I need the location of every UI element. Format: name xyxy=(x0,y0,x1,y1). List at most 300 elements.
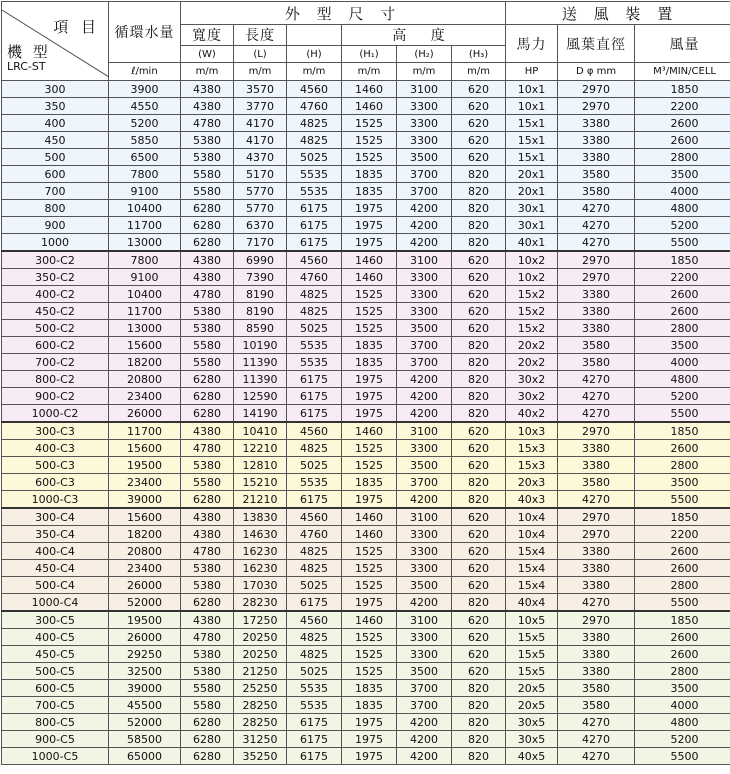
cell-horsepower: 10x2 xyxy=(506,269,558,286)
cell-height-h2: 3300 xyxy=(397,526,452,543)
cell-air-volume: 2200 xyxy=(635,269,730,286)
cell-air-volume: 4000 xyxy=(635,697,730,714)
cell-width: 5380 xyxy=(181,320,234,337)
cell-height-h2: 3100 xyxy=(397,611,452,629)
cell-blade-diameter: 3580 xyxy=(558,680,635,697)
cell-air-volume: 4800 xyxy=(635,371,730,388)
header-corner-cell xyxy=(2,2,109,81)
cell-horsepower: 15x1 xyxy=(506,132,558,149)
dimensions-header: 外 型 尺 寸 xyxy=(181,2,506,25)
cell-length: 5770 xyxy=(234,183,287,200)
cell-air-volume: 5200 xyxy=(635,731,730,748)
cell-width: 6280 xyxy=(181,200,234,217)
cell-length: 16230 xyxy=(234,543,287,560)
cell-height-h: 5535 xyxy=(287,183,342,200)
cell-height-h3: 620 xyxy=(452,149,506,166)
cell-height-h2: 3700 xyxy=(397,697,452,714)
cell-model: 1000-C5 xyxy=(2,748,109,765)
cell-model: 800-C5 xyxy=(2,714,109,731)
table-row xyxy=(2,474,730,491)
cell-air-volume: 1850 xyxy=(635,422,730,440)
cell-air-volume: 2200 xyxy=(635,526,730,543)
table-row xyxy=(2,371,730,388)
cell-height-h2: 4200 xyxy=(397,731,452,748)
cell-height-h: 6175 xyxy=(287,731,342,748)
cell-width: 5380 xyxy=(181,577,234,594)
cell-length: 21250 xyxy=(234,663,287,680)
cell-height-h: 6175 xyxy=(287,234,342,252)
cell-height-h3: 620 xyxy=(452,577,506,594)
cell-model: 1000-C3 xyxy=(2,491,109,509)
cell-width: 5580 xyxy=(181,474,234,491)
cell-model: 450-C2 xyxy=(2,303,109,320)
cell-width: 4780 xyxy=(181,543,234,560)
cell-blade-diameter: 3580 xyxy=(558,337,635,354)
cell-blade-diameter: 3380 xyxy=(558,629,635,646)
table-row xyxy=(2,697,730,714)
cell-water-flow: 15600 xyxy=(109,508,181,526)
cell-height-h1: 1525 xyxy=(342,303,397,320)
cell-water-flow: 65000 xyxy=(109,748,181,765)
cell-blade-diameter: 3380 xyxy=(558,303,635,320)
cell-height-h2: 3100 xyxy=(397,422,452,440)
cell-horsepower: 30x2 xyxy=(506,371,558,388)
hp-header: 馬力 xyxy=(506,25,558,63)
cell-height-h: 4825 xyxy=(287,629,342,646)
cell-model: 400 xyxy=(2,115,109,132)
cell-height-h3: 820 xyxy=(452,405,506,423)
table-row xyxy=(2,303,730,320)
cell-model: 700-C5 xyxy=(2,697,109,714)
cell-air-volume: 3500 xyxy=(635,680,730,697)
cell-water-flow: 5200 xyxy=(109,115,181,132)
cell-height-h3: 820 xyxy=(452,234,506,252)
cell-blade-diameter: 4270 xyxy=(558,714,635,731)
cell-width: 5580 xyxy=(181,183,234,200)
table-row xyxy=(2,166,730,183)
cell-height-h: 5535 xyxy=(287,166,342,183)
table-row xyxy=(2,560,730,577)
cell-height-h3: 620 xyxy=(452,81,506,98)
cell-height-h2: 4200 xyxy=(397,748,452,765)
cell-height-h: 6175 xyxy=(287,748,342,765)
cell-height-h3: 820 xyxy=(452,200,506,217)
cell-height-h: 5025 xyxy=(287,457,342,474)
cell-length: 3770 xyxy=(234,98,287,115)
cell-model: 300-C4 xyxy=(2,508,109,526)
cell-model: 500-C5 xyxy=(2,663,109,680)
cell-height-h2: 3700 xyxy=(397,354,452,371)
cell-blade-diameter: 3380 xyxy=(558,646,635,663)
cell-water-flow: 19500 xyxy=(109,457,181,474)
cell-height-h2: 3300 xyxy=(397,440,452,457)
cell-height-h: 4760 xyxy=(287,269,342,286)
cell-height-h3: 620 xyxy=(452,303,506,320)
cell-height-h3: 820 xyxy=(452,388,506,405)
cell-horsepower: 20x5 xyxy=(506,680,558,697)
table-row xyxy=(2,457,730,474)
cell-width: 4780 xyxy=(181,440,234,457)
cell-height-h3: 820 xyxy=(452,680,506,697)
cell-model: 300-C2 xyxy=(2,251,109,269)
cell-height-h3: 620 xyxy=(452,611,506,629)
table-row xyxy=(2,234,730,252)
cell-height-h2: 3500 xyxy=(397,577,452,594)
cell-water-flow: 39000 xyxy=(109,680,181,697)
cell-height-h1: 1525 xyxy=(342,320,397,337)
unit-width: m/m xyxy=(181,63,234,81)
cell-height-h1: 1975 xyxy=(342,491,397,509)
cell-blade-diameter: 3380 xyxy=(558,149,635,166)
cell-horsepower: 15x1 xyxy=(506,149,558,166)
table-row xyxy=(2,98,730,115)
table-row xyxy=(2,149,730,166)
cell-length: 17250 xyxy=(234,611,287,629)
cell-blade-diameter: 4270 xyxy=(558,200,635,217)
cell-horsepower: 20x1 xyxy=(506,166,558,183)
cell-blade-diameter: 4270 xyxy=(558,371,635,388)
table-row xyxy=(2,646,730,663)
cell-length: 7170 xyxy=(234,234,287,252)
cell-air-volume: 5200 xyxy=(635,217,730,234)
cell-height-h: 4560 xyxy=(287,611,342,629)
table-row xyxy=(2,748,730,765)
cell-air-volume: 4800 xyxy=(635,200,730,217)
cell-width: 4380 xyxy=(181,98,234,115)
cell-air-volume: 2800 xyxy=(635,663,730,680)
cell-blade-diameter: 3580 xyxy=(558,183,635,200)
cell-length: 6370 xyxy=(234,217,287,234)
cell-height-h3: 620 xyxy=(452,526,506,543)
cell-length: 14630 xyxy=(234,526,287,543)
cell-blade-diameter: 4270 xyxy=(558,388,635,405)
cell-model: 400-C4 xyxy=(2,543,109,560)
table-row xyxy=(2,337,730,354)
cell-horsepower: 15x4 xyxy=(506,577,558,594)
cell-horsepower: 15x2 xyxy=(506,303,558,320)
cell-height-h2: 3300 xyxy=(397,286,452,303)
cell-model: 300 xyxy=(2,81,109,98)
cell-height-h2: 3300 xyxy=(397,115,452,132)
cell-water-flow: 26000 xyxy=(109,405,181,423)
cell-height-h3: 620 xyxy=(452,115,506,132)
length-symbol: (L) xyxy=(234,46,287,63)
table-row xyxy=(2,731,730,748)
cell-length: 5770 xyxy=(234,200,287,217)
table-row xyxy=(2,405,730,423)
cell-horsepower: 10x1 xyxy=(506,81,558,98)
cell-length: 3570 xyxy=(234,81,287,98)
cell-air-volume: 2600 xyxy=(635,629,730,646)
cell-horsepower: 15x2 xyxy=(506,320,558,337)
cell-blade-diameter: 3380 xyxy=(558,115,635,132)
cell-width: 6280 xyxy=(181,714,234,731)
cell-height-h3: 620 xyxy=(452,646,506,663)
table-row xyxy=(2,132,730,149)
cell-blade-diameter: 3380 xyxy=(558,663,635,680)
cell-water-flow: 10400 xyxy=(109,286,181,303)
cell-water-flow: 9100 xyxy=(109,269,181,286)
cell-horsepower: 40x3 xyxy=(506,491,558,509)
cell-air-volume: 1850 xyxy=(635,251,730,269)
cell-air-volume: 4000 xyxy=(635,354,730,371)
cell-height-h3: 820 xyxy=(452,491,506,509)
cell-water-flow: 15600 xyxy=(109,440,181,457)
cell-height-h1: 1525 xyxy=(342,132,397,149)
cell-blade-diameter: 4270 xyxy=(558,731,635,748)
cell-width: 5580 xyxy=(181,354,234,371)
cell-height-h2: 3300 xyxy=(397,98,452,115)
cell-length: 10190 xyxy=(234,337,287,354)
cell-length: 17030 xyxy=(234,577,287,594)
cell-height-h1: 1460 xyxy=(342,81,397,98)
cell-air-volume: 1850 xyxy=(635,508,730,526)
cell-length: 16230 xyxy=(234,560,287,577)
cell-length: 8590 xyxy=(234,320,287,337)
cell-air-volume: 2800 xyxy=(635,577,730,594)
table-row xyxy=(2,269,730,286)
cell-height-h: 4825 xyxy=(287,132,342,149)
cell-height-h1: 1975 xyxy=(342,371,397,388)
cell-height-h1: 1525 xyxy=(342,440,397,457)
length-header: 長度 xyxy=(234,25,287,46)
cell-height-h2: 3700 xyxy=(397,474,452,491)
cell-height-h1: 1835 xyxy=(342,697,397,714)
table-row xyxy=(2,594,730,612)
cell-model: 500-C4 xyxy=(2,577,109,594)
cell-width: 4780 xyxy=(181,629,234,646)
model-series: LRC-ST xyxy=(7,60,46,73)
cell-horsepower: 10x2 xyxy=(506,251,558,269)
cell-horsepower: 15x4 xyxy=(506,543,558,560)
cell-height-h: 4825 xyxy=(287,115,342,132)
table-row xyxy=(2,388,730,405)
cell-water-flow: 26000 xyxy=(109,629,181,646)
cell-height-h2: 4200 xyxy=(397,200,452,217)
cell-blade-diameter: 3380 xyxy=(558,440,635,457)
cell-air-volume: 2600 xyxy=(635,543,730,560)
cell-horsepower: 20x3 xyxy=(506,474,558,491)
cell-length: 31250 xyxy=(234,731,287,748)
cell-width: 6280 xyxy=(181,234,234,252)
cell-water-flow: 4550 xyxy=(109,98,181,115)
cell-length: 28250 xyxy=(234,714,287,731)
cell-width: 5380 xyxy=(181,303,234,320)
cell-height-h: 6175 xyxy=(287,200,342,217)
cell-horsepower: 10x3 xyxy=(506,422,558,440)
cell-length: 11390 xyxy=(234,354,287,371)
cell-height-h3: 820 xyxy=(452,594,506,612)
cell-height-h: 5025 xyxy=(287,320,342,337)
air-volume-header: 風量 xyxy=(635,25,730,63)
cell-height-h1: 1835 xyxy=(342,354,397,371)
cell-horsepower: 40x4 xyxy=(506,594,558,612)
cell-air-volume: 5500 xyxy=(635,491,730,509)
cell-water-flow: 15600 xyxy=(109,337,181,354)
cell-height-h1: 1835 xyxy=(342,166,397,183)
cell-blade-diameter: 3380 xyxy=(558,577,635,594)
cell-length: 10410 xyxy=(234,422,287,440)
item-label: 項 目 xyxy=(53,16,100,37)
cell-model: 400-C2 xyxy=(2,286,109,303)
cell-length: 25250 xyxy=(234,680,287,697)
cell-blade-diameter: 2970 xyxy=(558,422,635,440)
cell-height-h3: 620 xyxy=(452,286,506,303)
cell-height-h1: 1835 xyxy=(342,474,397,491)
cell-height-h2: 4200 xyxy=(397,234,452,252)
cell-blade-diameter: 2970 xyxy=(558,269,635,286)
cell-length: 20250 xyxy=(234,646,287,663)
cell-height-h: 4825 xyxy=(287,646,342,663)
cell-height-h3: 620 xyxy=(452,543,506,560)
cell-width: 4380 xyxy=(181,611,234,629)
cell-length: 5170 xyxy=(234,166,287,183)
cell-height-h: 5535 xyxy=(287,680,342,697)
cell-horsepower: 20x5 xyxy=(506,697,558,714)
cell-length: 6990 xyxy=(234,251,287,269)
cell-air-volume: 2600 xyxy=(635,115,730,132)
cell-height-h3: 620 xyxy=(452,269,506,286)
cell-model: 1000-C2 xyxy=(2,405,109,423)
cell-water-flow: 9100 xyxy=(109,183,181,200)
cell-height-h1: 1975 xyxy=(342,731,397,748)
cell-air-volume: 2800 xyxy=(635,149,730,166)
cell-height-h3: 820 xyxy=(452,371,506,388)
cell-water-flow: 6500 xyxy=(109,149,181,166)
cell-horsepower: 15x3 xyxy=(506,457,558,474)
cell-height-h2: 3700 xyxy=(397,183,452,200)
cell-height-h1: 1525 xyxy=(342,149,397,166)
cell-width: 6280 xyxy=(181,594,234,612)
cell-blade-diameter: 3580 xyxy=(558,474,635,491)
cell-width: 6280 xyxy=(181,388,234,405)
cell-height-h: 6175 xyxy=(287,388,342,405)
cell-height-h1: 1525 xyxy=(342,457,397,474)
cell-water-flow: 23400 xyxy=(109,474,181,491)
cell-blade-diameter: 2970 xyxy=(558,251,635,269)
cell-height-h1: 1525 xyxy=(342,577,397,594)
cell-horsepower: 20x1 xyxy=(506,183,558,200)
cell-height-h2: 4200 xyxy=(397,371,452,388)
cell-air-volume: 5200 xyxy=(635,388,730,405)
cell-horsepower: 20x2 xyxy=(506,337,558,354)
table-row xyxy=(2,286,730,303)
cell-width: 5580 xyxy=(181,680,234,697)
cell-height-h: 4825 xyxy=(287,440,342,457)
cell-height-h2: 3300 xyxy=(397,629,452,646)
cell-water-flow: 20800 xyxy=(109,543,181,560)
cell-height-h1: 1460 xyxy=(342,251,397,269)
cell-model: 350-C4 xyxy=(2,526,109,543)
cell-model: 600-C2 xyxy=(2,337,109,354)
height-header: 高 度 xyxy=(342,25,506,46)
cell-blade-diameter: 3580 xyxy=(558,354,635,371)
cell-height-h3: 820 xyxy=(452,474,506,491)
cell-height-h2: 3300 xyxy=(397,646,452,663)
cell-blade-diameter: 4270 xyxy=(558,405,635,423)
cell-height-h1: 1975 xyxy=(342,388,397,405)
cell-model: 400-C3 xyxy=(2,440,109,457)
cell-height-h3: 820 xyxy=(452,697,506,714)
table-row xyxy=(2,354,730,371)
cell-air-volume: 5500 xyxy=(635,234,730,252)
cell-water-flow: 58500 xyxy=(109,731,181,748)
cell-model: 800-C2 xyxy=(2,371,109,388)
cell-length: 12810 xyxy=(234,457,287,474)
table-row xyxy=(2,611,730,629)
cell-height-h2: 4200 xyxy=(397,217,452,234)
cell-water-flow: 52000 xyxy=(109,714,181,731)
cell-air-volume: 2600 xyxy=(635,560,730,577)
cell-air-volume: 5500 xyxy=(635,748,730,765)
unit-air: M³/MIN/CELL xyxy=(635,63,730,81)
cell-model: 450-C4 xyxy=(2,560,109,577)
cell-blade-diameter: 4270 xyxy=(558,234,635,252)
cell-horsepower: 30x1 xyxy=(506,200,558,217)
table-row xyxy=(2,217,730,234)
cell-height-h: 5025 xyxy=(287,577,342,594)
cell-height-h2: 3300 xyxy=(397,269,452,286)
cell-height-h1: 1975 xyxy=(342,594,397,612)
cell-length: 12590 xyxy=(234,388,287,405)
cell-water-flow: 13000 xyxy=(109,320,181,337)
cell-length: 11390 xyxy=(234,371,287,388)
fan-header: 送 風 裝 置 xyxy=(506,2,730,25)
cell-height-h1: 1525 xyxy=(342,663,397,680)
cell-height-h2: 3500 xyxy=(397,457,452,474)
cell-height-h3: 820 xyxy=(452,217,506,234)
cell-water-flow: 18200 xyxy=(109,354,181,371)
cell-horsepower: 40x5 xyxy=(506,748,558,765)
cell-height-h3: 820 xyxy=(452,354,506,371)
cell-length: 15210 xyxy=(234,474,287,491)
cell-water-flow: 11700 xyxy=(109,303,181,320)
table-row xyxy=(2,491,730,509)
cell-height-h1: 1975 xyxy=(342,714,397,731)
table-row xyxy=(2,440,730,457)
cell-height-h3: 620 xyxy=(452,508,506,526)
cell-height-h1: 1975 xyxy=(342,217,397,234)
cell-blade-diameter: 3380 xyxy=(558,132,635,149)
cell-water-flow: 45500 xyxy=(109,697,181,714)
cell-height-h3: 620 xyxy=(452,440,506,457)
cell-height-h: 5535 xyxy=(287,697,342,714)
cell-height-h3: 820 xyxy=(452,337,506,354)
cell-horsepower: 15x5 xyxy=(506,663,558,680)
table-row xyxy=(2,663,730,680)
cell-length: 28250 xyxy=(234,697,287,714)
cell-water-flow: 13000 xyxy=(109,234,181,252)
cell-horsepower: 15x3 xyxy=(506,440,558,457)
cell-width: 5380 xyxy=(181,149,234,166)
cell-width: 6280 xyxy=(181,371,234,388)
cell-blade-diameter: 3380 xyxy=(558,543,635,560)
cell-model: 1000 xyxy=(2,234,109,252)
cell-model: 900-C5 xyxy=(2,731,109,748)
cell-air-volume: 1850 xyxy=(635,81,730,98)
cell-water-flow: 23400 xyxy=(109,560,181,577)
model-label: 機 型 xyxy=(7,41,51,62)
cell-height-h: 4560 xyxy=(287,251,342,269)
cell-height-h2: 4200 xyxy=(397,405,452,423)
cell-air-volume: 4000 xyxy=(635,183,730,200)
cell-water-flow: 23400 xyxy=(109,388,181,405)
cell-height-h: 5535 xyxy=(287,337,342,354)
cell-height-h2: 3100 xyxy=(397,251,452,269)
cell-height-h2: 4200 xyxy=(397,594,452,612)
table-row xyxy=(2,115,730,132)
cell-blade-diameter: 3580 xyxy=(558,166,635,183)
